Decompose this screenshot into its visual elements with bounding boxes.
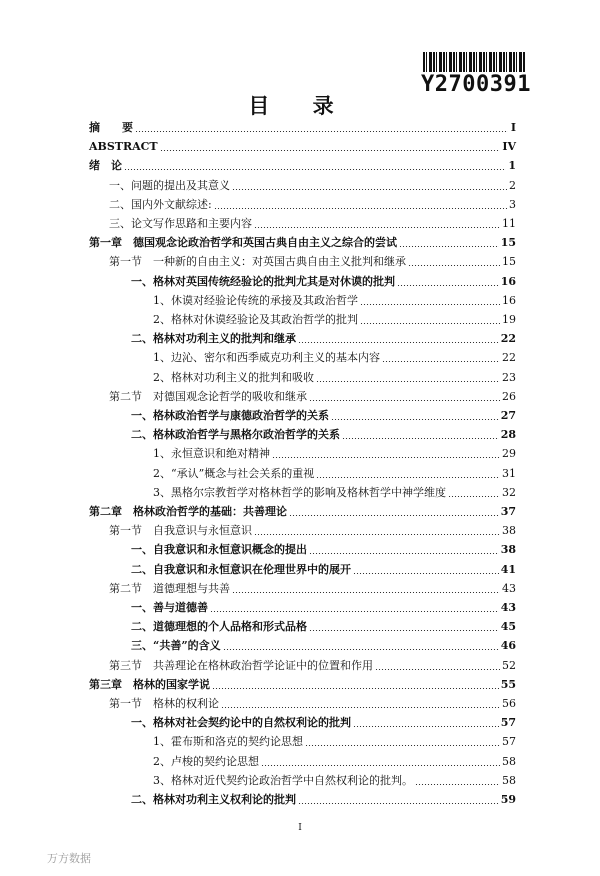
toc-entry-label: 二、格林对功利主义的批判和继承	[131, 332, 296, 346]
barcode-number: Y2700391	[421, 72, 531, 97]
toc-entry	[89, 441, 516, 461]
toc-entry-label: 一、格林政治哲学与康德政治哲学的关系	[131, 409, 329, 422]
toc-entry	[89, 326, 516, 346]
toc-entry-page: 38	[500, 543, 516, 557]
toc-entry-label: 第一节 格林的权利论	[109, 697, 219, 710]
toc-entry	[89, 230, 516, 250]
toc-entry-label: 二、道德理想的个人品格和形式品格	[131, 620, 307, 634]
toc-entry-page: 27	[500, 409, 516, 422]
toc-entry-page: 26	[502, 389, 516, 403]
toc-entry-page: 52	[502, 658, 516, 672]
toc-entry	[89, 710, 516, 730]
toc-entry-label: 摘 要	[89, 121, 133, 134]
toc-leader-dots	[254, 534, 500, 535]
toc-entry	[89, 729, 516, 749]
toc-entry-page: 3	[509, 197, 516, 211]
toc-entry-page: 16	[500, 274, 516, 288]
toc-entry	[89, 153, 516, 173]
page-number: I	[298, 823, 302, 833]
toc-leader-dots	[298, 803, 499, 804]
toc-entry	[89, 115, 516, 135]
toc-leader-dots	[309, 400, 500, 401]
toc-entry-page: 22	[500, 332, 516, 346]
toc-entry-label: 2、格林对休谟经验论及其政治哲学的批判	[153, 313, 358, 326]
toc-entry	[89, 461, 516, 481]
toc-entry	[89, 537, 516, 557]
toc-leader-dots	[397, 285, 499, 286]
toc-entry-page: 55	[500, 677, 516, 691]
toc-entry	[89, 787, 516, 807]
toc-entry	[89, 499, 516, 519]
toc-entry-label: 第一章 德国观念论政治哲学和英国古典自由主义之综合的尝试	[89, 236, 397, 250]
toc-entry-label: 第二节 道德理想与共善	[109, 581, 230, 595]
toc-entry	[89, 307, 516, 327]
toc-entry	[89, 633, 516, 653]
toc-entry-page: 23	[502, 370, 516, 384]
toc-leader-dots	[360, 304, 500, 305]
toc-entry	[89, 403, 516, 423]
toc-entry-page: 19	[502, 313, 516, 326]
toc-entry-page: IV	[502, 140, 516, 154]
toc-entry	[89, 614, 516, 634]
barcode-image	[423, 52, 526, 72]
toc-entry-label: 一、自我意识和永恒意识概念的提出	[131, 543, 307, 557]
toc-leader-dots	[214, 208, 507, 209]
toc-leader-dots	[331, 419, 499, 420]
toc-entry	[89, 422, 516, 442]
toc-leader-dots	[221, 707, 500, 708]
toc-entry-page: 28	[500, 428, 516, 442]
toc-entry	[89, 249, 516, 269]
toc-leader-dots	[360, 323, 500, 324]
toc-entry-label: 第三章 格林的国家学说	[89, 677, 210, 691]
toc-entry	[89, 269, 516, 289]
toc-leader-dots	[223, 649, 499, 650]
toc-entry-label: 三、论文写作思路和主要内容	[109, 217, 252, 230]
toc-entry	[89, 384, 516, 404]
toc-entry-page: 59	[500, 793, 516, 806]
toc-entry-label: 一、善与道德善	[131, 601, 208, 614]
toc-leader-dots	[399, 246, 499, 247]
toc-entry-label: 2、格林对功利主义的批判和吸收	[153, 370, 314, 384]
toc-entry-label: 2、卢梭的契约论思想	[153, 754, 259, 768]
toc-entry	[89, 691, 516, 711]
toc-entry-page: 32	[502, 485, 516, 499]
toc-entry-label: 1、永恒意识和绝对精神	[153, 447, 270, 461]
toc-leader-dots	[415, 784, 500, 785]
toc-entry-label: 二、格林政治哲学与黑格尔政治哲学的关系	[131, 428, 340, 442]
toc-leader-dots	[316, 381, 500, 382]
toc-leader-dots	[309, 630, 499, 631]
toc-leader-dots	[342, 438, 499, 439]
toc-leader-dots	[135, 131, 508, 132]
toc-entry-page: 22	[502, 351, 516, 365]
toc-entry-label: 3、格林对近代契约论政治哲学中自然权利论的批判。	[153, 773, 413, 787]
toc-entry	[89, 211, 516, 231]
toc-leader-dots	[316, 477, 500, 478]
toc-leader-dots	[305, 745, 500, 746]
toc-entry-page: 15	[500, 236, 516, 250]
toc-entry	[89, 672, 516, 692]
toc-leader-dots	[353, 573, 499, 574]
toc-entry-label: 第二节 对德国观念论哲学的吸收和继承	[109, 389, 307, 403]
toc-entry-page: 58	[502, 773, 516, 787]
toc-entry-label: 1、休谟对经验论传统的承接及其政治哲学	[153, 293, 358, 307]
toc-leader-dots	[261, 765, 500, 766]
toc-leader-dots	[232, 189, 507, 190]
watermark: 万方数据	[47, 852, 91, 865]
toc-entry	[89, 768, 516, 788]
toc-entry-label: 二、国内外文献综述:	[109, 197, 212, 211]
toc-entry-page: 38	[502, 524, 516, 538]
toc-entry	[89, 192, 516, 212]
toc-entry-page: 57	[500, 716, 516, 730]
toc-entry-page: 16	[502, 293, 516, 307]
toc-entry-label: 第一节 一种新的自由主义：对英国古典自由主义批判和继承	[109, 255, 406, 269]
toc-entry-page: 57	[502, 735, 516, 749]
toc-entry-label: 绪 论	[89, 159, 122, 173]
toc-entry-label: 一、格林对英国传统经验论的批判尤其是对休谟的批判	[131, 274, 395, 288]
toc-entry-label: 三、“共善”的含义	[131, 639, 221, 653]
toc-leader-dots	[272, 457, 500, 458]
toc-entry-label: 一、格林对社会契约论中的自然权利论的批判	[131, 716, 351, 730]
toc-entry-page: 58	[502, 754, 516, 768]
toc-entry	[89, 365, 516, 385]
toc-entry	[89, 653, 516, 673]
toc-entry-label: 二、自我意识和永恒意识在伦理世界中的展开	[131, 562, 351, 576]
toc-leader-dots	[375, 669, 500, 670]
toc-entry-label: 一、问题的提出及其意义	[109, 178, 230, 192]
toc-leader-dots	[309, 553, 499, 554]
toc-entry-label: 二、格林对功利主义权利论的批判	[131, 793, 296, 806]
toc-leader-dots	[353, 726, 499, 727]
toc-entry-page: 2	[509, 178, 516, 192]
toc-entry-page: I	[510, 121, 516, 134]
toc-entry	[89, 480, 516, 500]
toc-entry-label: 第二章 格林政治哲学的基础：共善理论	[89, 505, 287, 518]
toc-entry-page: 15	[502, 255, 516, 269]
toc-entry	[89, 288, 516, 308]
toc-leader-dots	[210, 611, 499, 612]
toc-entry-page: 11	[502, 217, 516, 230]
toc-leader-dots	[160, 150, 501, 151]
page-title: 目 录	[248, 94, 352, 118]
toc-entry	[89, 345, 516, 365]
toc-entry	[89, 557, 516, 577]
toc-leader-dots	[212, 688, 499, 689]
toc-entry-page: 56	[502, 697, 516, 710]
toc-entry-label: 2、“承认”概念与社会关系的重视	[153, 466, 315, 480]
toc-leader-dots	[232, 592, 500, 593]
toc-leader-dots	[254, 227, 500, 228]
toc-entry-page: 43	[502, 581, 516, 595]
toc-entry-label: 第三节 共善理论在格林政治哲学论证中的位置和作用	[109, 658, 373, 672]
toc-leader-dots	[448, 496, 500, 497]
toc-entry	[89, 749, 516, 769]
toc-entry	[89, 595, 516, 615]
toc-entry-label: 1、边沁、密尔和西季威克功利主义的基本内容	[153, 351, 380, 365]
toc-entry-page: 41	[500, 562, 516, 576]
toc-entry-page: 31	[502, 466, 516, 480]
toc-entry	[89, 134, 516, 154]
toc-entry-label: 1、霍布斯和洛克的契约论思想	[153, 735, 303, 749]
toc-entry-label: 第一节 自我意识与永恒意识	[109, 524, 252, 538]
toc-leader-dots	[408, 265, 500, 266]
toc-entry-page: 37	[500, 505, 516, 518]
toc-leader-dots	[382, 361, 500, 362]
toc-entry-page: 45	[500, 620, 516, 634]
toc-entry	[89, 576, 516, 596]
toc-entry-page: 43	[500, 601, 516, 614]
toc-entry	[89, 518, 516, 538]
toc-entry-page: 46	[500, 639, 516, 653]
toc-entry-label: ABSTRACT	[89, 140, 158, 154]
toc-leader-dots	[124, 169, 506, 170]
toc-entry	[89, 173, 516, 193]
toc-entry-page: 1	[508, 159, 516, 173]
toc-leader-dots	[289, 515, 499, 516]
toc-leader-dots	[298, 342, 499, 343]
toc-entry-page: 29	[502, 447, 516, 461]
toc-entry-label: 3、黑格尔宗教哲学对格林哲学的影响及格林哲学中神学维度	[153, 485, 446, 499]
